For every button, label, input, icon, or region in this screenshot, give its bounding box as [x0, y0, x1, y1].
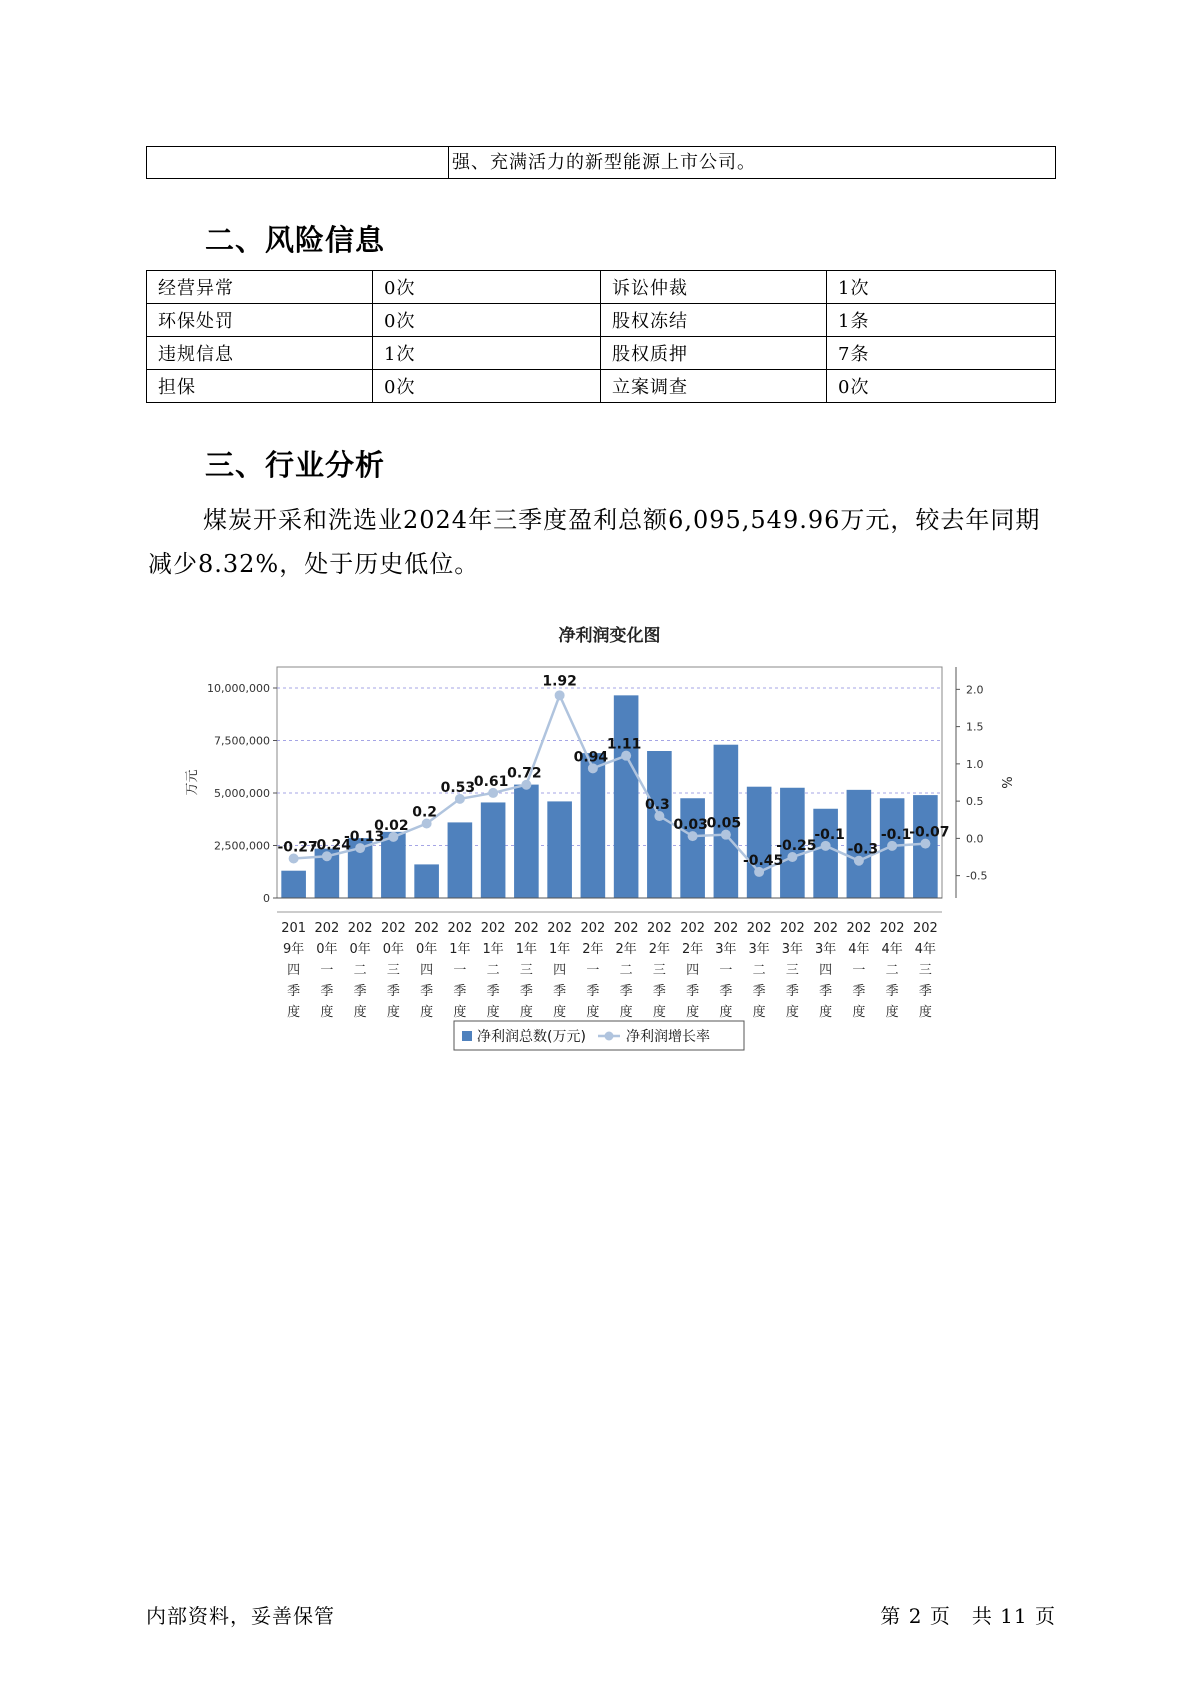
risk-item-value: 0次	[373, 271, 601, 304]
risk-item-value: 0次	[827, 370, 1056, 403]
bar	[644, 751, 672, 898]
y2-tick-label: 0.5	[966, 795, 984, 809]
x-tick-label: 202 0年二季度	[347, 921, 373, 1020]
x-tick-label: 202 2年二季度	[613, 921, 639, 1020]
growth-rate-data-label: 0.3	[644, 797, 670, 814]
growth-rate-data-label: 0.2	[412, 804, 438, 821]
growth-rate-data-label: -0.13	[343, 829, 385, 846]
risk-item-label: 违规信息	[147, 337, 373, 370]
growth-rate-data-label: 0.02	[374, 817, 409, 834]
x-tick-label: 202 1年四季度	[547, 921, 573, 1020]
y-tick-label: 10,000,000	[207, 682, 270, 695]
growth-rate-data-label: -0.3	[847, 841, 879, 858]
legend-line-marker	[605, 1032, 614, 1041]
bar	[514, 785, 539, 898]
risk-item-label: 股权质押	[601, 337, 827, 370]
x-tick-label: 202 2年四季度	[680, 921, 706, 1020]
x-tick-label: 201 9年四季度	[281, 921, 307, 1020]
growth-rate-data-label: 0.03	[673, 817, 708, 834]
risk-table-row	[147, 304, 1056, 337]
x-tick-label: 202 3年一季度	[713, 921, 739, 1020]
y2-tick-label: 0.0	[966, 832, 984, 846]
x-tick-label: 202 1年一季度	[447, 921, 473, 1020]
x-tick-label: 202 0年四季度	[414, 921, 440, 1020]
x-tick-label: 202 4年二季度	[879, 921, 905, 1020]
risk-table-row	[147, 271, 1056, 304]
growth-rate-data-label: -0.27	[277, 839, 318, 856]
growth-rate-data-label: 0.53	[440, 779, 476, 796]
risk-item-value: 0次	[373, 304, 601, 337]
growth-rate-data-label: 1.92	[542, 673, 577, 690]
footer-page-number: 第 2 页 共 11 页	[880, 1604, 1056, 1628]
company-profile-table-row	[146, 146, 1056, 179]
x-tick-label: 202 2年一季度	[580, 921, 606, 1020]
industry-analysis-paragraph: 煤炭开采和洗选业2024年三季度盈利总额6,095,549.96万元，较去年同期减少8.32%，处于历史低位。	[148, 506, 1041, 578]
growth-rate-data-label: -0.45	[742, 852, 784, 869]
growth-rate-data-label: -0.07	[909, 824, 950, 841]
risk-item-label: 担保	[147, 370, 373, 403]
risk-item-value: 1次	[827, 271, 1056, 304]
x-tick-label: 202 3年二季度	[746, 921, 772, 1020]
bar	[614, 695, 639, 898]
risk-item-label: 立案调查	[601, 370, 827, 403]
y-tick-label: 5,000,000	[214, 787, 270, 800]
risk-item-label: 诉讼仲裁	[601, 271, 827, 304]
risk-item-label: 经营异常	[147, 271, 373, 304]
bar	[581, 753, 606, 898]
legend-bar-label: 净利润总数(万元)	[477, 1029, 586, 1045]
risk-table-row	[147, 337, 1056, 370]
chart-svg	[180, 615, 1013, 1075]
line-point	[555, 690, 565, 700]
y2-axis-label: %	[998, 776, 1013, 789]
growth-rate-data-label: 0.72	[507, 765, 542, 782]
y-axis-label: 万元	[185, 769, 200, 796]
risk-item-value: 1条	[827, 304, 1056, 337]
y-tick-label: 7,500,000	[214, 734, 270, 748]
bar	[481, 802, 506, 898]
risk-item-label: 股权冻结	[601, 304, 827, 337]
growth-rate-data-label: 0.05	[706, 815, 742, 832]
growth-rate-data-label: -0.1	[880, 826, 912, 843]
legend-line-label: 净利润增长率	[626, 1029, 710, 1045]
bar	[747, 787, 772, 898]
bar	[448, 822, 473, 898]
risk-info-table	[146, 270, 1056, 403]
table-value-cell: 强、充满活力的新型能源上市公司。	[452, 152, 756, 173]
section-title-risk: 二、风险信息	[205, 223, 386, 257]
risk-item-value: 7条	[827, 337, 1056, 370]
x-tick-label: 202 3年四季度	[813, 921, 839, 1020]
growth-rate-data-label: 0.94	[573, 749, 609, 766]
growth-rate-data-label: -0.25	[776, 838, 817, 855]
x-tick-label: 202 4年一季度	[846, 921, 872, 1020]
growth-rate-data-label: -0.24	[310, 837, 352, 854]
risk-table-row	[147, 370, 1056, 403]
y-tick-label: 0	[263, 892, 270, 905]
x-tick-label: 202 1年三季度	[513, 921, 539, 1020]
growth-rate-data-label: -0.1	[814, 826, 845, 843]
section-title-industry: 三、行业分析	[205, 448, 386, 482]
x-tick-label: 202 2年三季度	[646, 921, 672, 1020]
y2-tick-label: 1.0	[966, 757, 984, 771]
bar	[680, 798, 705, 898]
growth-rate-data-label: 0.61	[473, 773, 509, 790]
x-tick-label: 202 3年三季度	[779, 921, 805, 1020]
risk-item-value: 1次	[373, 337, 601, 370]
x-tick-label: 202 0年三季度	[380, 921, 406, 1020]
chart-title: 净利润变化图	[558, 626, 661, 646]
footer-left: 内部资料，妥善保管	[146, 1604, 335, 1628]
y2-tick-label: 1.5	[966, 720, 984, 734]
x-tick-label: 202 4年三季度	[912, 921, 938, 1020]
x-tick-label: 202 0年一季度	[314, 921, 340, 1020]
legend-bar-swatch	[462, 1031, 472, 1041]
bar	[414, 864, 439, 898]
bar	[813, 809, 838, 898]
plot-area	[277, 667, 942, 898]
net-profit-chart	[180, 615, 1013, 1075]
y2-tick-label: -0.5	[966, 869, 988, 883]
bar	[547, 801, 572, 898]
x-tick-label: 202 1年二季度	[480, 921, 506, 1020]
y2-tick-label: 2.0	[966, 683, 984, 697]
table-label-cell	[147, 147, 449, 178]
risk-item-label: 环保处罚	[147, 304, 373, 337]
risk-item-value: 0次	[373, 370, 601, 403]
bar	[281, 871, 306, 898]
growth-rate-data-label: 1.11	[606, 736, 642, 753]
y-tick-label: 2,500,000	[214, 839, 270, 853]
